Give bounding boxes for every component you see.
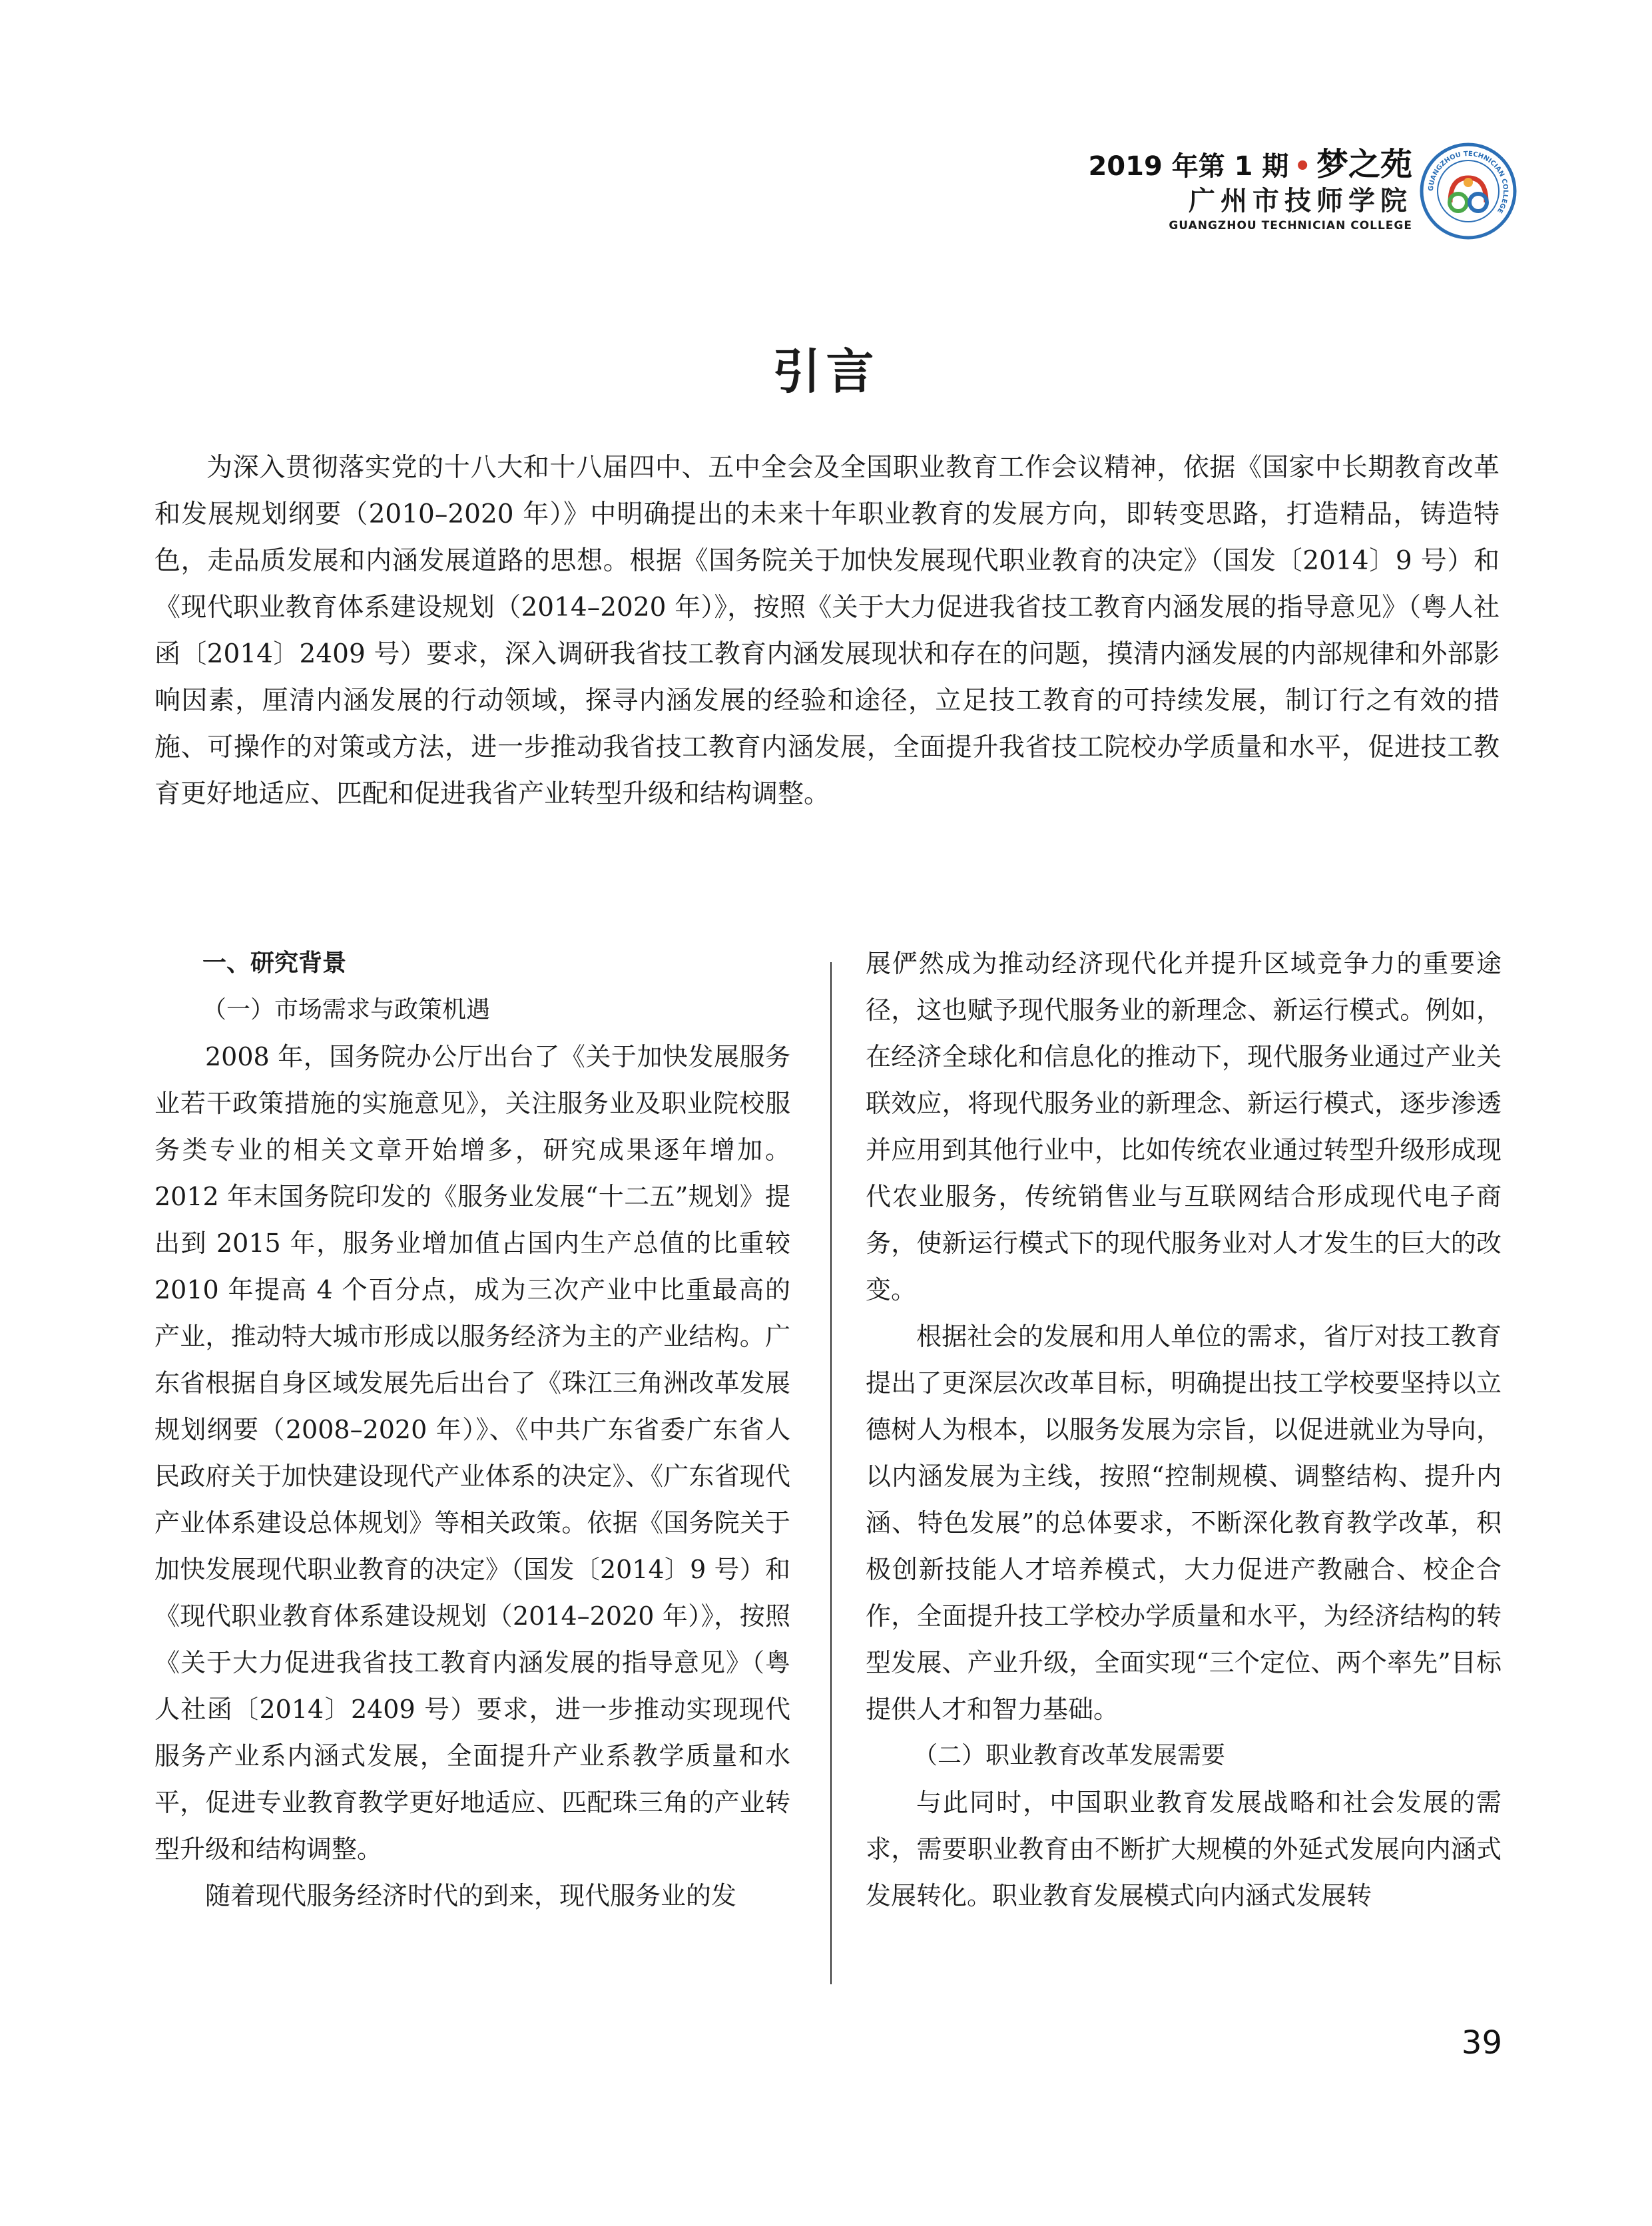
page-title: 引言	[772, 344, 880, 400]
page-number: 39	[1461, 2024, 1502, 2062]
subheading-market: （一）市场需求与政策机遇	[202, 996, 491, 1023]
college-name-cn: 广州市技师学院	[1189, 186, 1412, 216]
running-header	[1088, 148, 1412, 232]
issue-line	[1088, 148, 1412, 183]
journal-brand: 梦之苑	[1316, 146, 1412, 183]
body-paragraph: 与此同时，中国职业教育发展战略和社会发展的需求，需要职业教育由不断扩大规模的外延式发展向内涵式发展转化。职业教育发展模式向内涵式发展转	[866, 1788, 1502, 1910]
separator-dot: •	[1294, 151, 1311, 182]
college-emblem-icon	[1418, 141, 1518, 241]
college-name-en: GUANGZHOU TECHNICIAN COLLEGE	[1169, 219, 1412, 232]
body-paragraph: 2008 年，国务院办公厅出台了《关于加快发展服务业若干政策措施的实施意见》，关注服务业及职业院校服务类专业的相关文章开始增多，研究成果逐年增加。2012 年末国务院印发的《服务业发展“十二五”规划》提出到 2015 年，服务业增加值占国内生产总值的比重较 2010 年提高 4 个百分点，成为三次产业中比重最高的产业，推动特大城市形成以服务经济为主的产业结构。广东省根据自身区域发展先后出台了《珠江三角洲改革发展规划纲要（2008–2020 年）》、《中共广东省委广东省人民政府关于加快建设现代产业体系的决定》、《广东省现代产业体系建设总体规划》等相关政策。依据《国务院关于加快发展现代职业教育的决定》（国发〔2014〕9 号）和《现代职业教育体系建设规划（2014–2020 年）》，按照《关于大力促进我省技工教育内涵发展的指导意见》（粤人社函〔2014〕2409 号）要求，进一步推动实现现代服务产业系内涵式发展，全面提升产业系教学质量和水平，促进专业教育教学更好地适应、匹配珠三角的产业转型升级和结构调整。	[154, 1042, 790, 1864]
right-column	[866, 940, 1502, 1919]
section-heading: 一、研究背景	[202, 950, 347, 977]
body-paragraph-continued: 展俨然成为推动经济现代化并提升区域竞争力的重要途径，这也赋予现代服务业的新理念、新运行模式。例如，在经济全球化和信息化的推动下，现代服务业通过产业关联效应，将现代服务业的新理念、新运行模式，逐步渗透并应用到其他行业中，比如传统农业通过转型升级形成现代农业服务，传统销售业与互联网结合形成现代电子商务，使新运行模式下的现代服务业对人才发生的巨大的改变。	[866, 949, 1502, 1304]
column-divider	[830, 962, 832, 1984]
body-paragraph: 根据社会的发展和用人单位的需求，省厅对技工教育提出了更深层次改革目标，明确提出技工学校要坚持以立德树人为根本，以服务发展为宗旨，以促进就业为导向，以内涵发展为主线，按照“控制规模、调整结构、提升内涵、特色发展”的总体要求，不断深化教育教学改革，积极创新技能人才培养模式，大力促进产教融合、校企合作，全面提升技工学校办学质量和水平，为经济结构的转型发展、产业升级，全面实现“三个定位、两个率先”目标提供人才和智力基础。	[866, 1322, 1502, 1724]
logo-ring-text: GUANGZHOU TECHNICIAN COLLEGE	[1427, 150, 1510, 214]
subheading-reform: （二）职业教育改革发展需要	[914, 1742, 1226, 1769]
intro-paragraph: 为深入贯彻落实党的十八大和十八届四中、五中全会及全国职业教育工作会议精神，依据《国家中长期教育改革和发展规划纲要（2010–2020 年）》中明确提出的未来十年职业教育的发展方向，即转变思路，打造精品，铸造特色，走品质发展和内涵发展道路的思想。根据《国务院关于加快发展现代职业教育的决定》（国发〔2014〕9 号）和《现代职业教育体系建设规划（2014–2020 年）》，按照《关于大力促进我省技工教育内涵发展的指导意见》（粤人社函〔2014〕2409 号）要求，深入调研我省技工教育内涵发展现状和存在的问题，摸清内涵发展的内部规律和外部影响因素，厘清内涵发展的行动领域，探寻内涵发展的经验和途径，立足技工教育的可持续发展，制订行之有效的措施、可操作的对策或方法，进一步推动我省技工教育内涵发展，全面提升我省技工院校办学质量和水平，促进技工教育更好地适应、匹配和促进我省产业转型升级和结构调整。	[154, 453, 1500, 809]
body-paragraph: 随着现代服务经济时代的到来，现代服务业的发	[205, 1881, 737, 1910]
left-column	[154, 940, 790, 1919]
issue-label: 2019 年第 1 期	[1088, 151, 1289, 182]
